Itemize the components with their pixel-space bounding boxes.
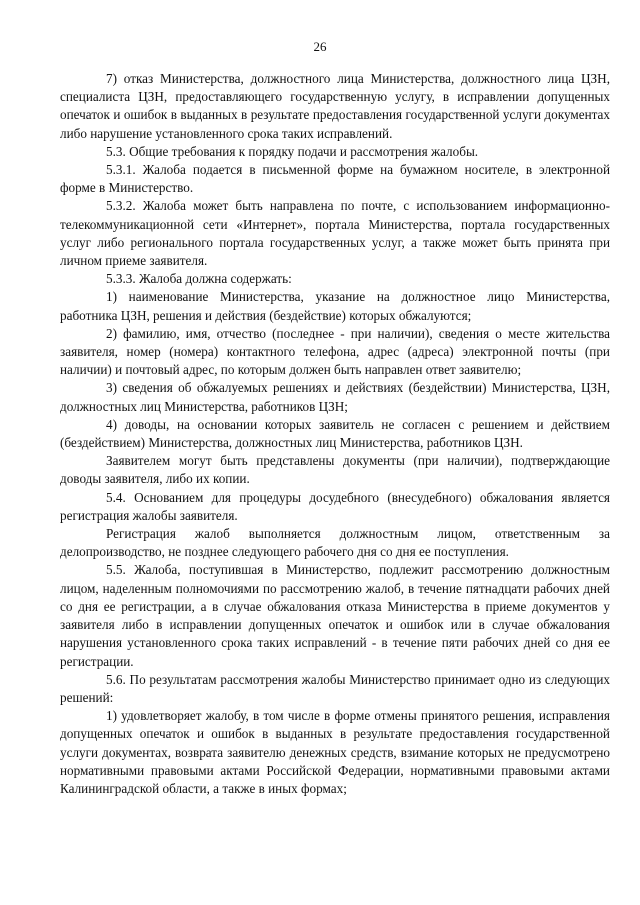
- paragraph-item-7-refusal: 7) отказ Министерства, должностного лица Министерства, должностного лица ЦЗН, специалиста ЦЗН, предоставляющего государственную услугу, в исправлении допущенных опечаток и ошибок в выданных в результате предоставления государственной услуги документах либо нарушение установленного срока таких исправлений.: [60, 71, 610, 141]
- paragraph-registration: Регистрация жалоб выполняется должностным лицом, ответственным за делопроизводство, не позднее следующего рабочего дня со дня ее поступления.: [60, 526, 610, 560]
- page-number: 26: [313, 39, 327, 54]
- list-item-4-arguments: 4) доводы, на основании которых заявитель не согласен с решением и действием (бездействием) Министерства, должностных лиц Министерства, работников ЦЗН.: [60, 416, 610, 451]
- paragraph-5-4-grounds: 5.4. Основанием для процедуры досудебного (внесудебного) обжалования является регистрация жалобы заявителя.: [60, 489, 610, 523]
- paragraph-5-3-2-complaint-channels: 5.3.2. Жалоба может быть направлена по почте, с использованием информационно-телекоммуникационной сети «Интернет», портала Министерства, портала государственных услуг либо регионального портала государственных услуг, а также может быть принята при личном приеме заявителя.: [60, 198, 610, 269]
- list-item-2-applicant-details: 2) фамилию, имя, отчество (последнее - при наличии), сведения о месте жительства заявителя, номер (номера) контактного телефона, адрес (адреса) электронной почты (при наличии) и почтовый адрес, по которым должен быть направлен ответ заявителю;: [60, 325, 610, 378]
- paragraph-5-3-general-requirements: 5.3. Общие требования к порядку подачи и рассмотрения жалобы.: [106, 143, 479, 159]
- list-item-3-appealed-decisions: 3) сведения об обжалуемых решениях и действиях (бездействии) Министерства, ЦЗН, должностных лиц Министерства, работников ЦЗН;: [60, 380, 610, 414]
- list-item-1-satisfies-complaint: 1) удовлетворяет жалобу, в том числе в форме отмены принятого решения, исправления допущенных опечаток и ошибок в выданных в результате предоставления государственной услуги документах, возврата заявителю денежных средств, взимание которых не предусмотрено нормативными правовыми актами Российской Федерации, нормативными правовыми актами Калининградской области, а также в иных формах;: [60, 708, 610, 796]
- paragraph-5-3-3-complaint-contents: 5.3.3. Жалоба должна содержать:: [106, 271, 292, 287]
- list-item-1-ministry-name: 1) наименование Министерства, указание на должностное лицо Министерства, работника ЦЗН, решения и действия (бездействие) которых обжалуются;: [60, 289, 610, 323]
- document-body: [60, 70, 610, 798]
- paragraph-supporting-documents: Заявителем могут быть представлены документы (при наличии), подтверждающие доводы заявителя, либо их копии.: [60, 453, 610, 487]
- paragraph-5-6-decisions: 5.6. По результатам рассмотрения жалобы Министерство принимает одно из следующих решений:: [60, 671, 610, 705]
- paragraph-5-5-review-terms: 5.5. Жалоба, поступившая в Министерство, подлежит рассмотрению должностным лицом, наделенным полномочиями по рассмотрению жалоб, в течение пятнадцати рабочих дней со дня ее регистрации, а в случае обжалования отказа Министерства в приеме документов у заявителя либо в исправлении допущенных опечаток и ошибок или в случае обжалования нарушения установленного срока таких исправлений - в течение пяти рабочих дней со дня ее регистрации.: [60, 562, 610, 669]
- paragraph-5-3-1-complaint-form: 5.3.1. Жалоба подается в письменной форме на бумажном носителе, в электронной форме в Министерство.: [60, 162, 610, 196]
